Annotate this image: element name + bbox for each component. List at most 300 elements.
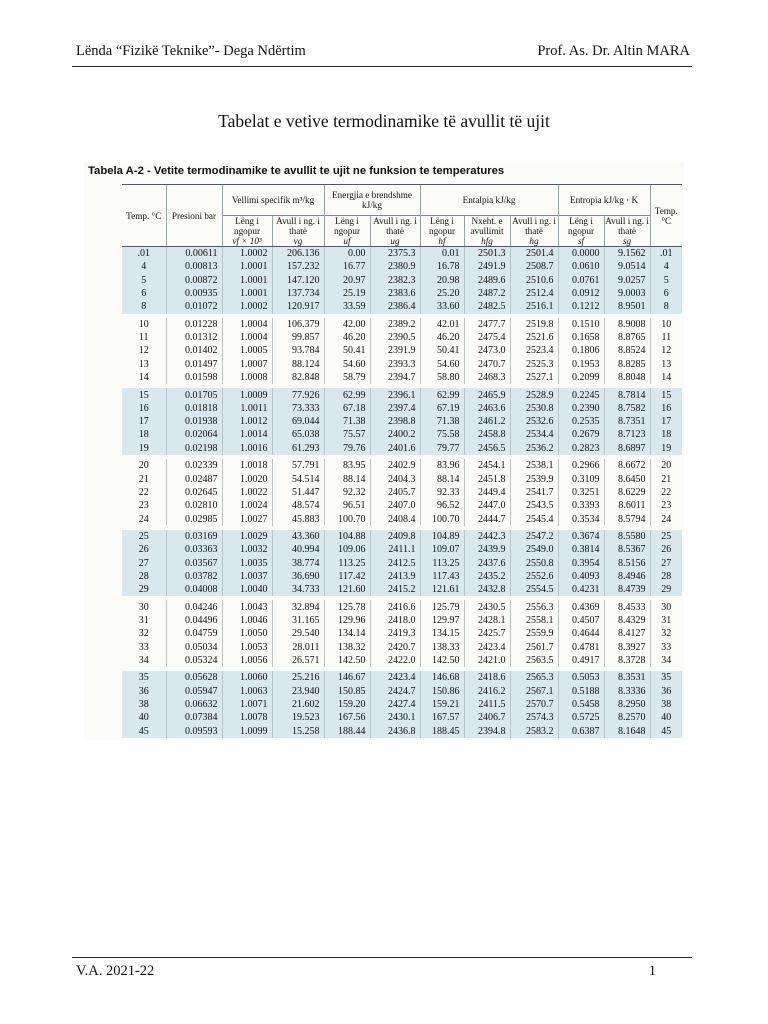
header-hfg: Nxeht. e avullimit hfg: [464, 216, 510, 247]
steam-properties-table: [122, 184, 682, 738]
header-temp-right: Temp. °C: [650, 185, 682, 247]
table-cell: 147.120: [272, 274, 324, 287]
table-row: [122, 598, 682, 613]
table-cell: 2425.7: [464, 627, 510, 640]
table-row: [122, 543, 682, 556]
table-cell: 15.258: [272, 724, 324, 738]
footer-year: V.A. 2021-22: [76, 963, 155, 979]
table-cell: 2416.2: [464, 684, 510, 697]
table-cell: 2538.1: [510, 457, 558, 472]
table-cell: 21.602: [272, 698, 324, 711]
table-cell: 0.01072: [166, 300, 222, 315]
table-row: [122, 260, 682, 273]
table-cell: 8.2950: [604, 698, 650, 711]
table-cell: 0.09593: [166, 724, 222, 738]
table-row: [122, 724, 682, 738]
table-cell: 0.02198: [166, 442, 222, 457]
table-cell: 2408.4: [370, 512, 420, 527]
table-cell: 159.21: [420, 698, 464, 711]
table-cell: 45.883: [272, 512, 324, 527]
table-cell: 8.6672: [604, 457, 650, 472]
table-cell: 57.791: [272, 457, 324, 472]
table-cell: 117.43: [420, 570, 464, 583]
table-cell: 0.00611: [166, 247, 222, 261]
table-cell: 88.124: [272, 358, 324, 371]
table-cell: 2413.9: [370, 570, 420, 583]
table-cell: 18: [650, 428, 682, 441]
table-cell: 2437.6: [464, 556, 510, 569]
table-cell: 8.5156: [604, 556, 650, 569]
table-cell: 19.523: [272, 711, 324, 724]
table-cell: 0.02064: [166, 428, 222, 441]
table-row: [122, 358, 682, 371]
table-cell: 2523.4: [510, 344, 558, 357]
table-row: [122, 274, 682, 287]
table-cell: 146.67: [324, 669, 370, 684]
table-cell: 8.2570: [604, 711, 650, 724]
table-cell: 2554.5: [510, 583, 558, 598]
table-cell: 8.4946: [604, 570, 650, 583]
table-cell: 0.01228: [166, 316, 222, 331]
table-cell: 2382.3: [370, 274, 420, 287]
table-cell: 2391.9: [370, 344, 420, 357]
table-cell: 2402.9: [370, 457, 420, 472]
table-cell: 121.61: [420, 583, 464, 598]
table-cell: 0.1510: [558, 316, 604, 331]
header-energy-group: Energjia e brendshme kJ/kg: [324, 185, 420, 216]
table-cell: 1.0040: [222, 583, 272, 598]
table-cell: 8.3531: [604, 669, 650, 684]
table-cell: 0.03782: [166, 570, 222, 583]
table-cell: 0.01705: [166, 386, 222, 401]
table-cell: 2463.6: [464, 402, 510, 415]
table-cell: 2444.7: [464, 512, 510, 527]
table-cell: 0.5725: [558, 711, 604, 724]
table-cell: 75.58: [420, 428, 464, 441]
table-cell: 28: [122, 570, 166, 583]
table-cell: 0.2679: [558, 428, 604, 441]
table-row: [122, 570, 682, 583]
table-cell: 0.3954: [558, 556, 604, 569]
table-cell: 0.01598: [166, 371, 222, 386]
table-cell: 8.6897: [604, 442, 650, 457]
table-cell: 1.0007: [222, 358, 272, 371]
table-cell: 0.6387: [558, 724, 604, 738]
table-cell: 8.8285: [604, 358, 650, 371]
table-cell: 2458.8: [464, 428, 510, 441]
table-cell: 0.05034: [166, 640, 222, 653]
table-cell: 0.3674: [558, 528, 604, 543]
steam-table-image: [84, 162, 684, 740]
table-cell: 0.01497: [166, 358, 222, 371]
table-cell: 0.0761: [558, 274, 604, 287]
table-cell: 28.011: [272, 640, 324, 653]
table-cell: 0.5458: [558, 698, 604, 711]
table-cell: 8.9008: [604, 316, 650, 331]
table-cell: 2527.1: [510, 371, 558, 386]
table-cell: 25.20: [420, 287, 464, 300]
table-cell: 1.0009: [222, 386, 272, 401]
table-cell: 48.574: [272, 499, 324, 512]
table-cell: 83.95: [324, 457, 370, 472]
header-vf: Lëng i ngopur vf × 10³: [222, 216, 272, 247]
table-cell: 10: [122, 316, 166, 331]
table-cell: 0.01938: [166, 415, 222, 428]
table-cell: 54.514: [272, 472, 324, 485]
table-cell: 2547.2: [510, 528, 558, 543]
table-cell: 31: [650, 614, 682, 627]
table-cell: 2516.1: [510, 300, 558, 315]
table-cell: 12: [138, 345, 149, 357]
header-hf: Lëng i ngopur hf: [420, 216, 464, 247]
table-cell: 2510.6: [510, 274, 558, 287]
table-cell: 0.04759: [166, 627, 222, 640]
table-cell: 43.360: [272, 528, 324, 543]
table-cell: 40: [122, 711, 166, 724]
table-cell: 2422.0: [370, 654, 420, 669]
table-row: [122, 711, 682, 724]
table-cell: 83.96: [420, 457, 464, 472]
table-cell: 29: [650, 583, 682, 598]
table-cell: 0.4507: [558, 614, 604, 627]
header-uf: Lëng i ngopur uf: [324, 216, 370, 247]
table-row: [122, 331, 682, 344]
table-cell: 2421.0: [464, 654, 510, 669]
table-cell: 1.0078: [222, 711, 272, 724]
table-cell: 1.0001: [222, 274, 272, 287]
table-cell: 5: [122, 274, 166, 287]
table-cell: .01: [122, 247, 166, 261]
table-cell: 0.4781: [558, 640, 604, 653]
table-cell: 8.6011: [604, 499, 650, 512]
table-cell: 137.734: [272, 287, 324, 300]
table-cell: 2556.3: [510, 598, 558, 613]
table-cell: 206.136: [272, 247, 324, 261]
table-cell: 2420.7: [370, 640, 420, 653]
table-cell: 40: [650, 711, 682, 724]
table-cell: 1.0005: [222, 344, 272, 357]
table-cell: 0.02339: [166, 457, 222, 472]
table-cell: 88.14: [324, 472, 370, 485]
table-cell: 62.99: [420, 386, 464, 401]
table-cell: 2451.8: [464, 472, 510, 485]
table-cell: 8.5794: [604, 512, 650, 527]
table-cell: 45: [650, 724, 682, 738]
table-cell: 26: [650, 543, 682, 556]
table-cell: 36.690: [272, 570, 324, 583]
table-cell: 2545.4: [510, 512, 558, 527]
table-cell: 20: [122, 457, 166, 472]
table-cell: 1.0053: [222, 640, 272, 653]
table-cell: 0.04246: [166, 598, 222, 613]
table-cell: 0.2390: [558, 402, 604, 415]
table-cell: 16.77: [324, 260, 370, 273]
table-cell: 2536.2: [510, 442, 558, 457]
table-cell: 79.77: [420, 442, 464, 457]
table-cell: 4: [650, 260, 682, 273]
table-cell: 75.57: [324, 428, 370, 441]
table-cell: 146.68: [420, 669, 464, 684]
table-cell: 21: [650, 472, 682, 485]
table-cell: 1.0014: [222, 428, 272, 441]
table-cell: 10: [650, 316, 682, 331]
table-cell: 32: [650, 627, 682, 640]
table-cell: 1.0024: [222, 499, 272, 512]
table-row: [122, 669, 682, 684]
table-cell: 9.1562: [604, 247, 650, 261]
table-cell: 2532.6: [510, 415, 558, 428]
table-cell: 0.4917: [558, 654, 604, 669]
table-cell: 0.2966: [558, 457, 604, 472]
table-cell: 0.1806: [558, 344, 604, 357]
table-cell: 0.03567: [166, 556, 222, 569]
table-row: [122, 442, 682, 457]
table-cell: 18: [122, 428, 166, 441]
table-cell: 2583.2: [510, 724, 558, 738]
table-cell: 2394.7: [370, 371, 420, 386]
header-entropy-group: Entropia kJ/kg · K: [558, 185, 650, 216]
table-cell: 134.15: [420, 627, 464, 640]
table-cell: 138.32: [324, 640, 370, 653]
table-cell: 2401.6: [370, 442, 420, 457]
table-cell: 0.4231: [558, 583, 604, 598]
table-cell: 0.2245: [558, 386, 604, 401]
table-cell: 0.01402: [166, 344, 222, 357]
table-cell: 2412.5: [370, 556, 420, 569]
table-cell: 19: [122, 442, 166, 457]
table-cell: 1.0032: [222, 543, 272, 556]
table-cell: 1.0035: [222, 556, 272, 569]
table-cell: 33: [138, 641, 149, 653]
table-cell: 14: [138, 372, 149, 384]
table-cell: 0.4369: [558, 598, 604, 613]
table-cell: 2424.7: [370, 684, 420, 697]
table-cell: 2482.5: [464, 300, 510, 315]
table-cell: 16: [122, 402, 166, 415]
table-cell: 0.0912: [558, 287, 604, 300]
table-cell: 0.03169: [166, 528, 222, 543]
table-cell: 31: [138, 614, 149, 626]
table-cell: 13: [138, 358, 149, 370]
table-cell: 58.80: [420, 371, 464, 386]
table-cell: 14: [650, 371, 682, 386]
table-cell: 8.4127: [604, 627, 650, 640]
table-row: [122, 654, 682, 669]
table-cell: 0.01312: [166, 331, 222, 344]
table-cell: 0.03363: [166, 543, 222, 556]
table-cell: 54.60: [324, 358, 370, 371]
table-cell: 2393.3: [370, 358, 420, 371]
table-row: [122, 486, 682, 499]
table-cell: 2525.3: [510, 358, 558, 371]
table-cell: 1.0043: [222, 598, 272, 613]
table-cell: 36: [122, 684, 166, 697]
table-cell: 2380.9: [370, 260, 420, 273]
table-cell: 188.45: [420, 724, 464, 738]
table-cell: 2447.0: [464, 499, 510, 512]
table-cell: 0.01818: [166, 402, 222, 415]
table-cell: 2501.3: [464, 247, 510, 261]
table-cell: 8.4329: [604, 614, 650, 627]
table-cell: 2558.1: [510, 614, 558, 627]
table-cell: 33.60: [420, 300, 464, 315]
table-cell: 2439.9: [464, 543, 510, 556]
table-cell: 29: [122, 583, 166, 598]
table-cell: 0.02810: [166, 499, 222, 512]
table-cell: 23: [650, 499, 682, 512]
table-cell: 0.3814: [558, 543, 604, 556]
table-cell: 2430.1: [370, 711, 420, 724]
table-cell: 67.18: [324, 402, 370, 415]
table-cell: 1.0016: [222, 442, 272, 457]
table-cell: 100.70: [420, 512, 464, 527]
table-cell: 159.20: [324, 698, 370, 711]
table-cell: 2508.7: [510, 260, 558, 273]
table-cell: 2552.6: [510, 570, 558, 583]
table-cell: 6: [122, 287, 166, 300]
table-cell: 8.9501: [604, 300, 650, 315]
table-cell: 32.894: [272, 598, 324, 613]
table-cell: 36: [650, 684, 682, 697]
table-cell: 1.0056: [222, 654, 272, 669]
table-cell: 2534.4: [510, 428, 558, 441]
table-cell: 67.19: [420, 402, 464, 415]
table-cell: 2419.3: [370, 627, 420, 640]
table-cell: 1.0002: [222, 300, 272, 315]
table-cell: 2423.4: [370, 669, 420, 684]
table-cell: 8.7123: [604, 428, 650, 441]
table-cell: 138.33: [420, 640, 464, 653]
table-cell: 1.0020: [222, 472, 272, 485]
table-cell: 0.05628: [166, 669, 222, 684]
table-cell: 2539.9: [510, 472, 558, 485]
table-cell: 22: [138, 486, 149, 498]
table-cell: 8.4739: [604, 583, 650, 598]
table-cell: 27: [122, 556, 166, 569]
table-cell: 1.0060: [222, 669, 272, 684]
table-cell: 54.60: [420, 358, 464, 371]
table-row: [122, 428, 682, 441]
table-cell: 2570.7: [510, 698, 558, 711]
page-title: Tabelat e vetive termodinamike të avullit të ujit: [218, 111, 550, 131]
table-cell: 34: [138, 654, 149, 666]
table-cell: 2473.0: [464, 344, 510, 357]
table-cell: 0.02985: [166, 512, 222, 527]
table-cell: 1.0071: [222, 698, 272, 711]
table-cell: 2519.8: [510, 316, 558, 331]
table-cell: 8.4533: [604, 598, 650, 613]
table-cell: 2418.6: [464, 669, 510, 684]
table-cell: 2563.5: [510, 654, 558, 669]
table-cell: 12: [650, 344, 682, 357]
table-cell: 0.02487: [166, 472, 222, 485]
table-cell: 25.216: [272, 669, 324, 684]
table-cell: 142.50: [420, 654, 464, 669]
table-cell: 8.5580: [604, 528, 650, 543]
table-cell: 50.41: [324, 344, 370, 357]
table-cell: 33.59: [324, 300, 370, 315]
table-cell: 0.04008: [166, 583, 222, 598]
table-cell: 0.02645: [166, 486, 222, 499]
table-cell: 62.99: [324, 386, 370, 401]
table-cell: 30: [650, 598, 682, 613]
header-temp: Temp. °C: [122, 185, 166, 247]
table-cell: 26.571: [272, 654, 324, 669]
table-cell: 2383.6: [370, 287, 420, 300]
table-cell: 38.774: [272, 556, 324, 569]
table-cell: 167.56: [324, 711, 370, 724]
table-cell: 25: [122, 528, 166, 543]
table-cell: 73.333: [272, 402, 324, 415]
table-cell: 96.52: [420, 499, 464, 512]
table-row: [122, 316, 682, 331]
table-cell: 2442.3: [464, 528, 510, 543]
table-cell: 2549.0: [510, 543, 558, 556]
table-cell: 58.79: [324, 371, 370, 386]
table-cell: 109.07: [420, 543, 464, 556]
table-cell: 30: [122, 598, 166, 613]
table-cell: 117.42: [324, 570, 370, 583]
table-cell: 69.044: [272, 415, 324, 428]
table-cell: 0.00935: [166, 287, 222, 300]
table-cell: 125.79: [420, 598, 464, 613]
table-row: [122, 512, 682, 527]
table-cell: 17: [650, 415, 682, 428]
table-cell: 20.98: [420, 274, 464, 287]
table-cell: 50.41: [420, 344, 464, 357]
table-cell: 0.2099: [558, 371, 604, 386]
table-cell: 0.2823: [558, 442, 604, 457]
table-cell: 20: [650, 457, 682, 472]
table-cell: 0.3251: [558, 486, 604, 499]
table-cell: 2432.8: [464, 583, 510, 598]
table-cell: 20.97: [324, 274, 370, 287]
header-sg: Avull i ng. i thatë sg: [605, 216, 649, 246]
table-cell: 34.733: [272, 583, 324, 598]
table-cell: 42.01: [420, 316, 464, 331]
table-cell: 2404.3: [370, 472, 420, 485]
table-cell: 2418.0: [370, 614, 420, 627]
table-cell: 45: [122, 724, 166, 738]
table-cell: 2528.9: [510, 386, 558, 401]
table-cell: 2489.6: [464, 274, 510, 287]
table-cell: 8.6450: [604, 472, 650, 485]
table-cell: 1.0029: [222, 528, 272, 543]
table-cell: 88.14: [420, 472, 464, 485]
header-enthalpy-group: Entalpia kJ/kg: [420, 185, 558, 216]
table-cell: 23: [138, 500, 149, 512]
table-cell: 2394.8: [464, 724, 510, 738]
table-row: [122, 287, 682, 300]
table-cell: 134.14: [324, 627, 370, 640]
table-cell: 1.0046: [222, 614, 272, 627]
table-row: [122, 684, 682, 697]
table-cell: 8.3728: [604, 654, 650, 669]
table-cell: 0.04496: [166, 614, 222, 627]
table-cell: 8.3336: [604, 684, 650, 697]
table-cell: 0.00813: [166, 260, 222, 273]
table-cell: 2559.9: [510, 627, 558, 640]
table-row: [122, 415, 682, 428]
table-cell: 1.0002: [222, 247, 272, 261]
table-cell: 0.1953: [558, 358, 604, 371]
table-cell: 92.32: [324, 486, 370, 499]
table-cell: 1.0004: [222, 316, 272, 331]
table-cell: 38: [650, 698, 682, 711]
table-cell: 92.33: [420, 486, 464, 499]
table-cell: 1.0037: [222, 570, 272, 583]
table-cell: 19: [650, 442, 682, 457]
